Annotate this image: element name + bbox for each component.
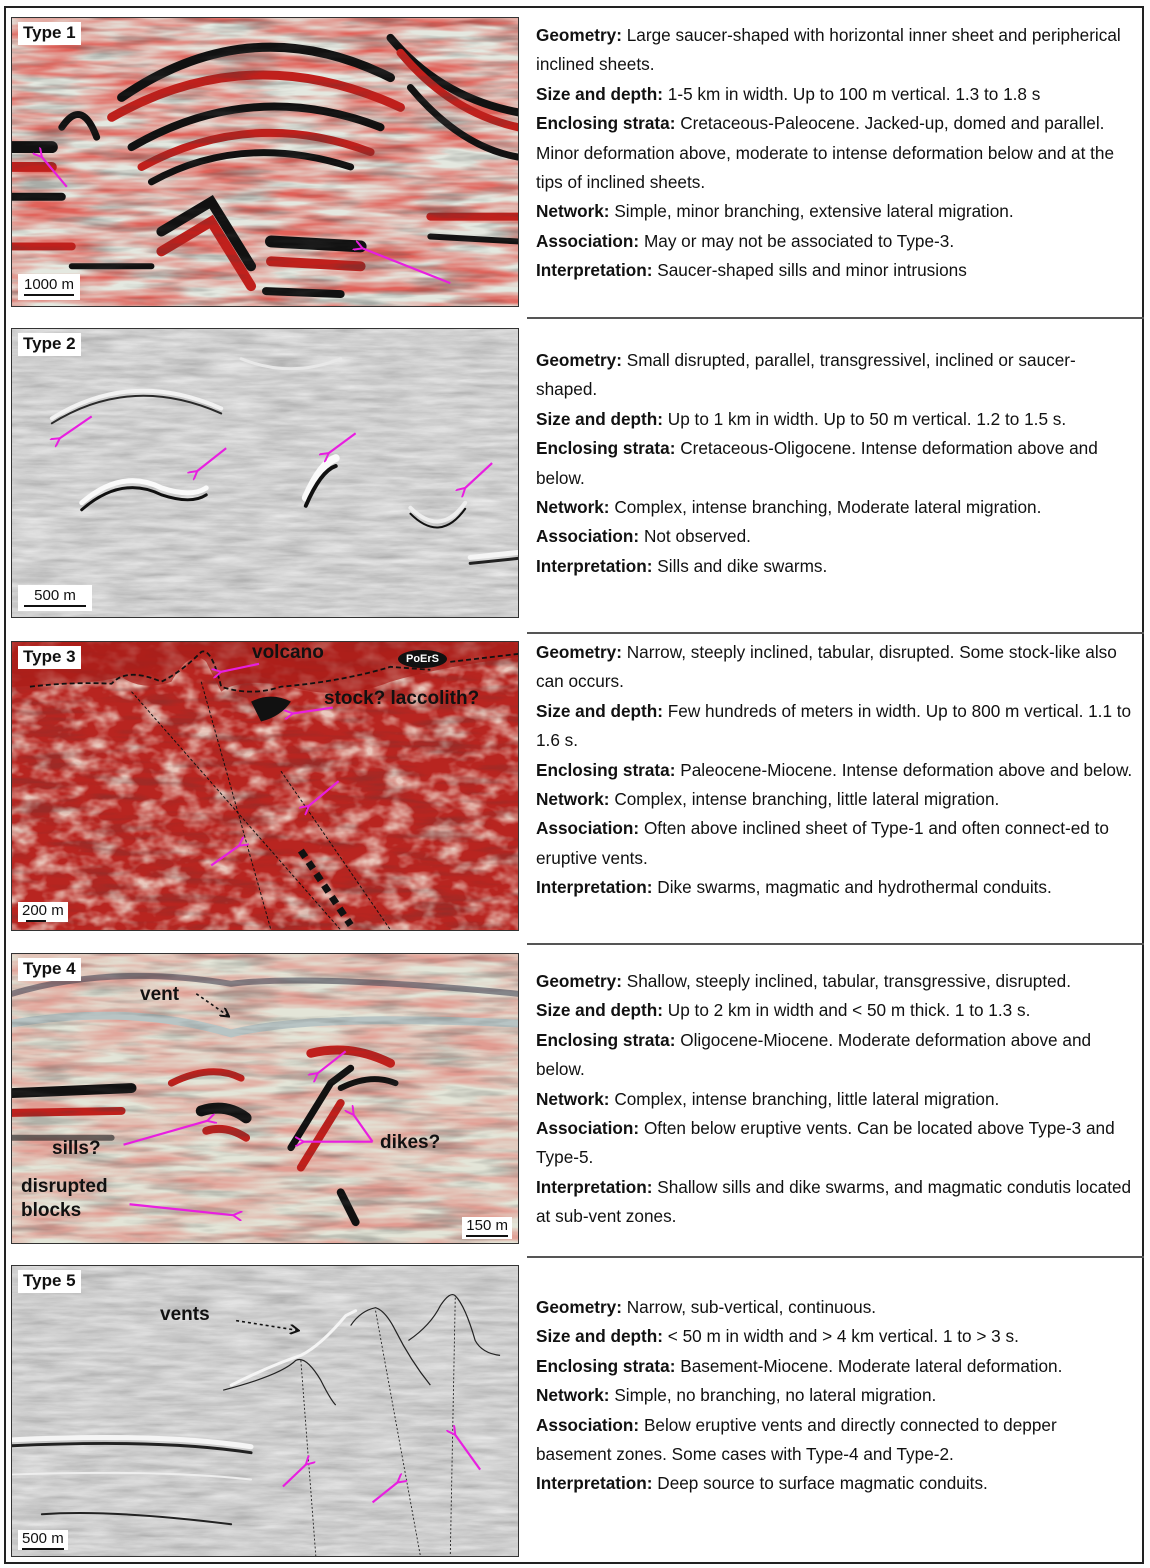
field-label: Size and depth:: [536, 700, 664, 721]
field-value: Few hundreds of meters in width. Up to 800 m vertical. 1.1 to 1.6 s.: [536, 700, 1132, 751]
seismic-image-type-1: [12, 18, 518, 306]
field-label: Network:: [536, 201, 610, 222]
field-value: Not observed.: [643, 526, 751, 547]
field-label: Interpretation:: [536, 1473, 653, 1494]
network-row: [536, 197, 1136, 226]
field-label: Size and depth:: [536, 83, 664, 104]
size-depth-row: [536, 996, 1136, 1025]
scale-bar-line: [22, 1548, 64, 1550]
scale-bar-line: [24, 605, 86, 607]
seismic-panel-type-3: [11, 641, 519, 931]
annotation-volcano: volcano: [252, 642, 324, 663]
size-depth-row: [536, 697, 1136, 756]
field-label: Enclosing strata:: [536, 1029, 676, 1050]
field-value: Simple, minor branching, extensive lateral migration.: [614, 201, 1014, 222]
field-value: Complex, intense branching, little lateral migration.: [614, 789, 1000, 810]
type-label: Type 4: [18, 958, 81, 981]
field-label: Enclosing strata:: [536, 113, 676, 134]
field-label: Geometry:: [536, 1297, 622, 1317]
field-label: Geometry:: [536, 971, 622, 991]
association-row: [536, 814, 1136, 873]
scale-bar-line: [24, 294, 74, 296]
field-label: Interpretation:: [536, 260, 653, 281]
field-value: Paleocene-Miocene. Intense deformation above and below.: [680, 759, 1133, 780]
field-value: Sills and dike swarms.: [657, 555, 828, 576]
type-label: Type 1: [18, 22, 81, 45]
annotation-disrupted: disrupted: [21, 1176, 108, 1197]
annotation-stock-laccolith: stock? laccolith?: [324, 688, 480, 709]
type-label: Type 2: [18, 333, 81, 356]
field-label: Interpretation:: [536, 877, 653, 898]
field-label: Geometry:: [536, 25, 622, 45]
enclosing-strata-row: [536, 434, 1136, 493]
field-value: Cretaceous-Oligocene. Intense deformation above and below.: [536, 438, 1098, 488]
geometry-row: [536, 346, 1136, 405]
annotation-dikes: dikes?: [380, 1132, 441, 1153]
field-value: Narrow, steeply inclined, tabular, disrupted. Some stock-like also can occurs.: [536, 642, 1117, 692]
description-type-3: [536, 638, 1136, 903]
geometry-row: [536, 1293, 1136, 1322]
field-label: Interpretation:: [536, 555, 653, 576]
field-value: May or may not be associated to Type-3.: [643, 230, 955, 251]
seismic-panel-type-4: [11, 953, 519, 1244]
field-value: Dike swarms, magmatic and hydrothermal conduits.: [657, 877, 1052, 898]
enclosing-strata-row: [536, 756, 1136, 785]
scale-bar-label: 150 m: [466, 1217, 508, 1234]
field-label: Size and depth:: [536, 1326, 664, 1347]
association-row: [536, 522, 1136, 551]
field-label: Geometry:: [536, 642, 622, 662]
field-label: Association:: [536, 526, 640, 547]
field-value: Often above inclined sheet of Type-1 and often connect-ed to eruptive vents.: [536, 818, 1109, 868]
field-value: 1-5 km in width. Up to 100 m vertical. 1.3 to 1.8 s: [667, 83, 1041, 104]
field-label: Geometry:: [536, 350, 622, 370]
row-divider: [527, 1256, 1144, 1258]
field-value: Up to 1 km in width. Up to 50 m vertical. 1.2 to 1.5 s.: [667, 408, 1067, 429]
field-value: Complex, intense branching, Moderate lateral migration.: [614, 497, 1042, 518]
network-row: [536, 493, 1136, 522]
seismic-image-type-5: [12, 1266, 518, 1556]
field-value: Basement-Miocene. Moderate lateral deformation.: [680, 1355, 1063, 1376]
field-value: Saucer-shaped sills and minor intrusions: [657, 260, 967, 281]
size-depth-row: [536, 1322, 1136, 1351]
field-label: Association:: [536, 1414, 640, 1435]
annotation-vent: vent: [140, 984, 180, 1005]
enclosing-strata-row: [536, 1352, 1136, 1381]
description-type-1: [536, 21, 1136, 286]
geometry-row: [536, 638, 1136, 697]
size-depth-row: [536, 80, 1136, 109]
field-label: Interpretation:: [536, 1176, 653, 1197]
scale-bar-label: 500 m: [34, 587, 76, 604]
interpretation-row: [536, 256, 1136, 285]
seismic-panel-type-1: [11, 17, 519, 307]
scale-bar: [18, 274, 80, 300]
size-depth-row: [536, 405, 1136, 434]
row-divider: [527, 632, 1144, 634]
field-label: Network:: [536, 497, 610, 518]
description-type-2: [536, 346, 1136, 581]
field-value: Large saucer-shaped with horizontal inner sheet and peripherical inclined sheets.: [536, 25, 1121, 75]
interpretation-row: [536, 1173, 1136, 1232]
field-value: Simple, no branching, no lateral migration.: [614, 1385, 937, 1406]
association-row: [536, 1114, 1136, 1173]
seismic-panel-type-2: [11, 328, 519, 618]
scale-bar: [18, 585, 92, 611]
field-value: Oligocene-Miocene. Moderate deformation above and below.: [536, 1029, 1092, 1080]
geometry-row: [536, 967, 1136, 996]
field-value: Below eruptive vents and directly connected to depper basement zones. Some cases with Type-4 and Type-2.: [536, 1414, 1057, 1465]
field-label: Network:: [536, 789, 610, 810]
association-row: [536, 1411, 1136, 1470]
annotation-sills: sills?: [52, 1138, 101, 1159]
field-label: Association:: [536, 1118, 640, 1139]
field-value: < 50 m in width and > 4 km vertical. 1 to > 3 s.: [667, 1326, 1019, 1347]
description-type-5: [536, 1293, 1136, 1499]
field-label: Size and depth:: [536, 1000, 664, 1021]
interpretation-row: [536, 552, 1136, 581]
field-label: Enclosing strata:: [536, 438, 676, 459]
field-value: Up to 2 km in width and < 50 m thick. 1 to 1.3 s.: [667, 1000, 1031, 1021]
annotation-blocks: blocks: [21, 1200, 82, 1221]
seismic-panel-type-5: [11, 1265, 519, 1557]
association-row: [536, 227, 1136, 256]
seismic-image-type-3: [12, 642, 518, 930]
interpretation-row: [536, 1469, 1136, 1498]
seismic-image-type-4: [12, 954, 518, 1243]
scale-bar-label: 500 m: [22, 1530, 64, 1547]
interpretation-row: [536, 873, 1136, 902]
field-value: Cretaceous-Paleocene. Jacked-up, domed and parallel. Minor deformation above, moderate to intense deformation below and at the tips of inclined sheets.: [536, 113, 1115, 193]
geometry-row: [536, 21, 1136, 80]
network-row: [536, 1381, 1136, 1410]
field-value: Complex, intense branching, little lateral migration.: [614, 1088, 1000, 1109]
field-label: Size and depth:: [536, 408, 664, 429]
scale-bar-line: [466, 1235, 508, 1237]
field-label: Enclosing strata:: [536, 759, 676, 780]
field-label: Association:: [536, 230, 640, 251]
scale-bar-label: 200 m: [22, 902, 64, 919]
field-value: Deep source to surface magmatic conduits.: [657, 1473, 988, 1494]
annotation-poers-badge: PoErS: [398, 650, 447, 668]
field-value: Often below eruptive vents. Can be located above Type-3 and Type-5.: [536, 1118, 1115, 1168]
enclosing-strata-row: [536, 1026, 1136, 1085]
field-label: Association:: [536, 818, 640, 839]
scale-bar: [462, 1217, 512, 1239]
annotation-vents: vents: [160, 1304, 210, 1325]
scale-bar-line: [26, 920, 46, 922]
scale-bar-label: 1000 m: [24, 276, 75, 293]
enclosing-strata-row: [536, 109, 1136, 197]
field-value: Narrow, sub-vertical, continuous.: [626, 1297, 877, 1317]
type-label: Type 5: [18, 1270, 81, 1293]
field-value: Small disrupted, parallel, transgressivel, inclined or saucer-shaped.: [536, 350, 1076, 400]
field-label: Enclosing strata:: [536, 1355, 676, 1376]
scale-bar: [18, 902, 68, 922]
network-row: [536, 785, 1136, 814]
field-label: Network:: [536, 1088, 610, 1109]
seismic-image-type-2: [12, 329, 518, 617]
field-value: Shallow sills and dike swarms, and magmatic condutis located at sub-vent zones.: [536, 1176, 1132, 1227]
row-divider: [527, 943, 1144, 945]
type-label: Type 3: [18, 646, 81, 669]
row-divider: [527, 317, 1144, 319]
scale-bar: [18, 1530, 68, 1550]
network-row: [536, 1085, 1136, 1114]
description-type-4: [536, 967, 1136, 1232]
field-label: Network:: [536, 1385, 610, 1406]
field-value: Shallow, steeply inclined, tabular, transgressive, disrupted.: [626, 971, 1072, 991]
